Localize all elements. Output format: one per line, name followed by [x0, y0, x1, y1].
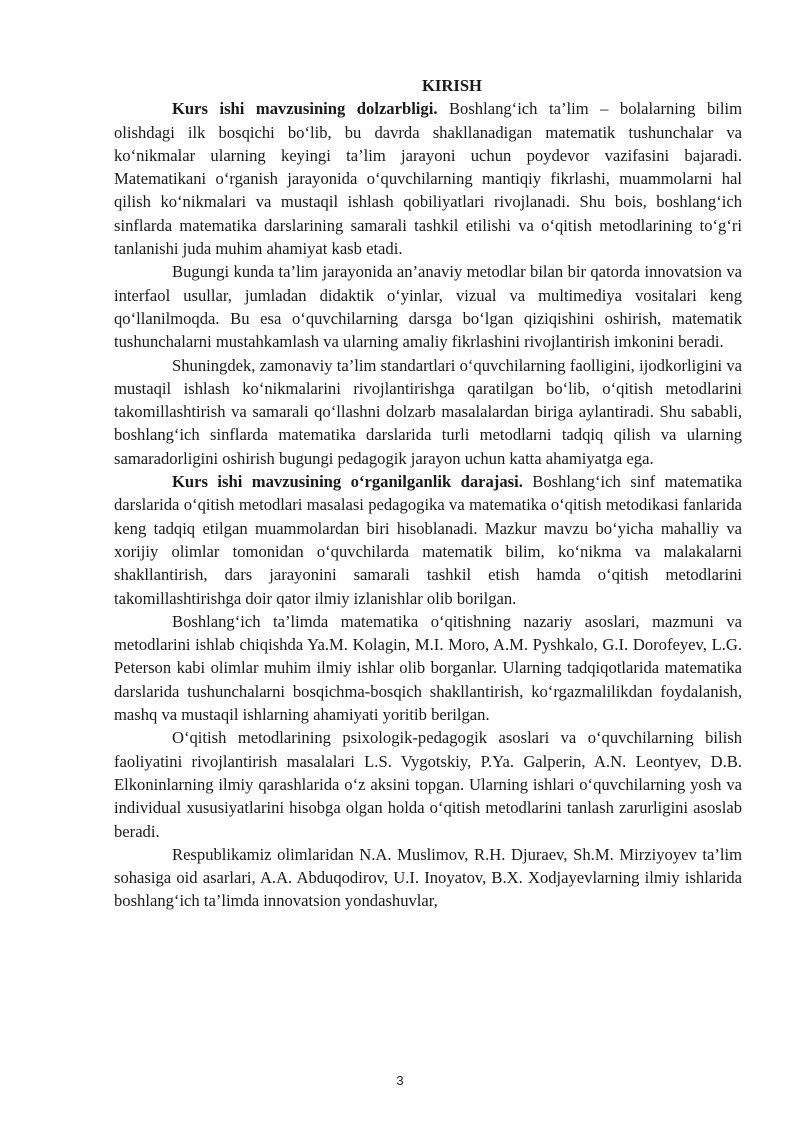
section-title: KIRISH [422, 76, 482, 95]
paragraph-lead: Kurs ishi mavzusining o‘rganilganlik darajasi. [172, 472, 523, 492]
paragraph-local-scholars [114, 843, 742, 913]
page-number: 3 [396, 1073, 404, 1088]
paragraph-lead: Kurs ishi mavzusining dolzarbligi. [172, 99, 438, 119]
paragraph-text: Boshlang‘ich sinf matematika darslarida o‘qitish metodlari masalasi pedagogika va matematika o‘qitish metodikasi fanlarida keng tadqiq etilgan muammolardan biri hisoblanadi. Mazkur mavzu bo‘yicha mahalliy va xorijiy olimlar tomonidan o‘quvchilarda matematik bilim, ko‘nikma va malakalarni shakllantirish, dars jarayonini samarali tashkil etish hamda o‘qitish metodlarini takomillashtirishga doir qator ilmiy izlanishlar olib borilgan. [114, 472, 742, 608]
paragraph-methods [114, 260, 742, 353]
paragraph-standards [114, 354, 742, 470]
paragraph-text: Boshlang‘ich ta’limda matematika o‘qitishning nazariy asoslari, mazmuni va metodlarini ishlab chiqishda Ya.M. Kolagin, M.I. Moro, A.M. Pyshkalo, G.I. Dorofeyev, L.G. Peterson kabi olimlar muhim ilmiy ishlar olib borganlar. Ularning tadqiqotlarida matematika darslarida tushunchalarni bosqichma-bosqich shakllantirish, ko‘rgazmalilikdan foydalanish, mashq va mustaqil ishlarning ahamiyati yoritib berilgan. [114, 611, 742, 725]
paragraph-study-level [114, 470, 742, 610]
paragraph-text: Respublikamiz olimlaridan N.A. Muslimov, R.H. Djuraev, Sh.M. Mirziyoyev ta’lim sohasiga oid asarlari, A.A. Abduqodirov, U.I. Inoyatov, B.X. Xodjayevlarning ilmiy ishlarida boshlang‘ich ta’limda innovatsion yondashuvlar, [114, 844, 742, 911]
paragraph-relevance [114, 97, 742, 260]
paragraph-foreign-scholars [114, 610, 742, 726]
paragraph-text: Shuningdek, zamonaviy ta’lim standartlari o‘quvchilarning faolligini, ijodkorligini va mustaqil ishlash ko‘nikmalarini rivojlantirishga qaratilgan bo‘lib, o‘qitish metodlarini takomillashtirish va samarali qo‘llashni dolzarb masalalardan biriga aylantiradi. Shu sababli, boshlang‘ich sinflarda matematika darslarida turli metodlarni tadqiq qilish va ularning samaradorligini oshirish bugungi pedagogik jarayon uchun katta ahamiyatga ega. [114, 355, 742, 468]
document-page [114, 74, 742, 913]
paragraph-psychology [114, 726, 742, 842]
paragraph-text: Boshlang‘ich ta’lim – bolalarning bilim olishdagi ilk bosqichi bo‘lib, bu davrda shakllanadigan matematik tushunchalar va ko‘nikmalar ularning keyingi ta’lim jarayoni uchun poydevor vazifasini bajaradi. Matematikani o‘rganish jarayonida o‘quvchilarning mantiqiy fikrlashi, muammolarni hal qilish ko‘nikmalari va mustaqil ishlash qobiliyatlari rivojlanadi. Shu bois, boshlang‘ich sinflarda matematika darslarining samarali tashkil etilishi va o‘qitish metodlarining to‘g‘ri tanlanishi juda muhim ahamiyat kasb etadi. [114, 99, 743, 259]
paragraph-text: O‘qitish metodlarining psixologik-pedagogik asoslari va o‘quvchilarning bilish faoliyatini rivojlantirish masalalari L.S. Vygotskiy, P.Ya. Galperin, A.N. Leontyev, D.B. Elkoninlarning ilmiy qarashlarida o‘z aksini topgan. Ularning ishlari o‘quvchilarning yosh va individual xususiyatlarini hisobga olgan holda o‘qitish metodlarini tanlash zarurligini asoslab beradi. [114, 728, 742, 841]
paragraph-text: Bugungi kunda ta’lim jarayonida an’anaviy metodlar bilan bir qatorda innovatsion va interfaol usullar, jumladan didaktik o‘yinlar, vizual va multimediya vositalari keng qo‘llanilmoqda. Bu esa o‘quvchilarning darsga bo‘lgan qiziqishini oshirish, matematik tushunchalarni mustahkamlash va ularning amaliy fikrlashini rivojlantirish imkonini beradi. [114, 262, 742, 352]
